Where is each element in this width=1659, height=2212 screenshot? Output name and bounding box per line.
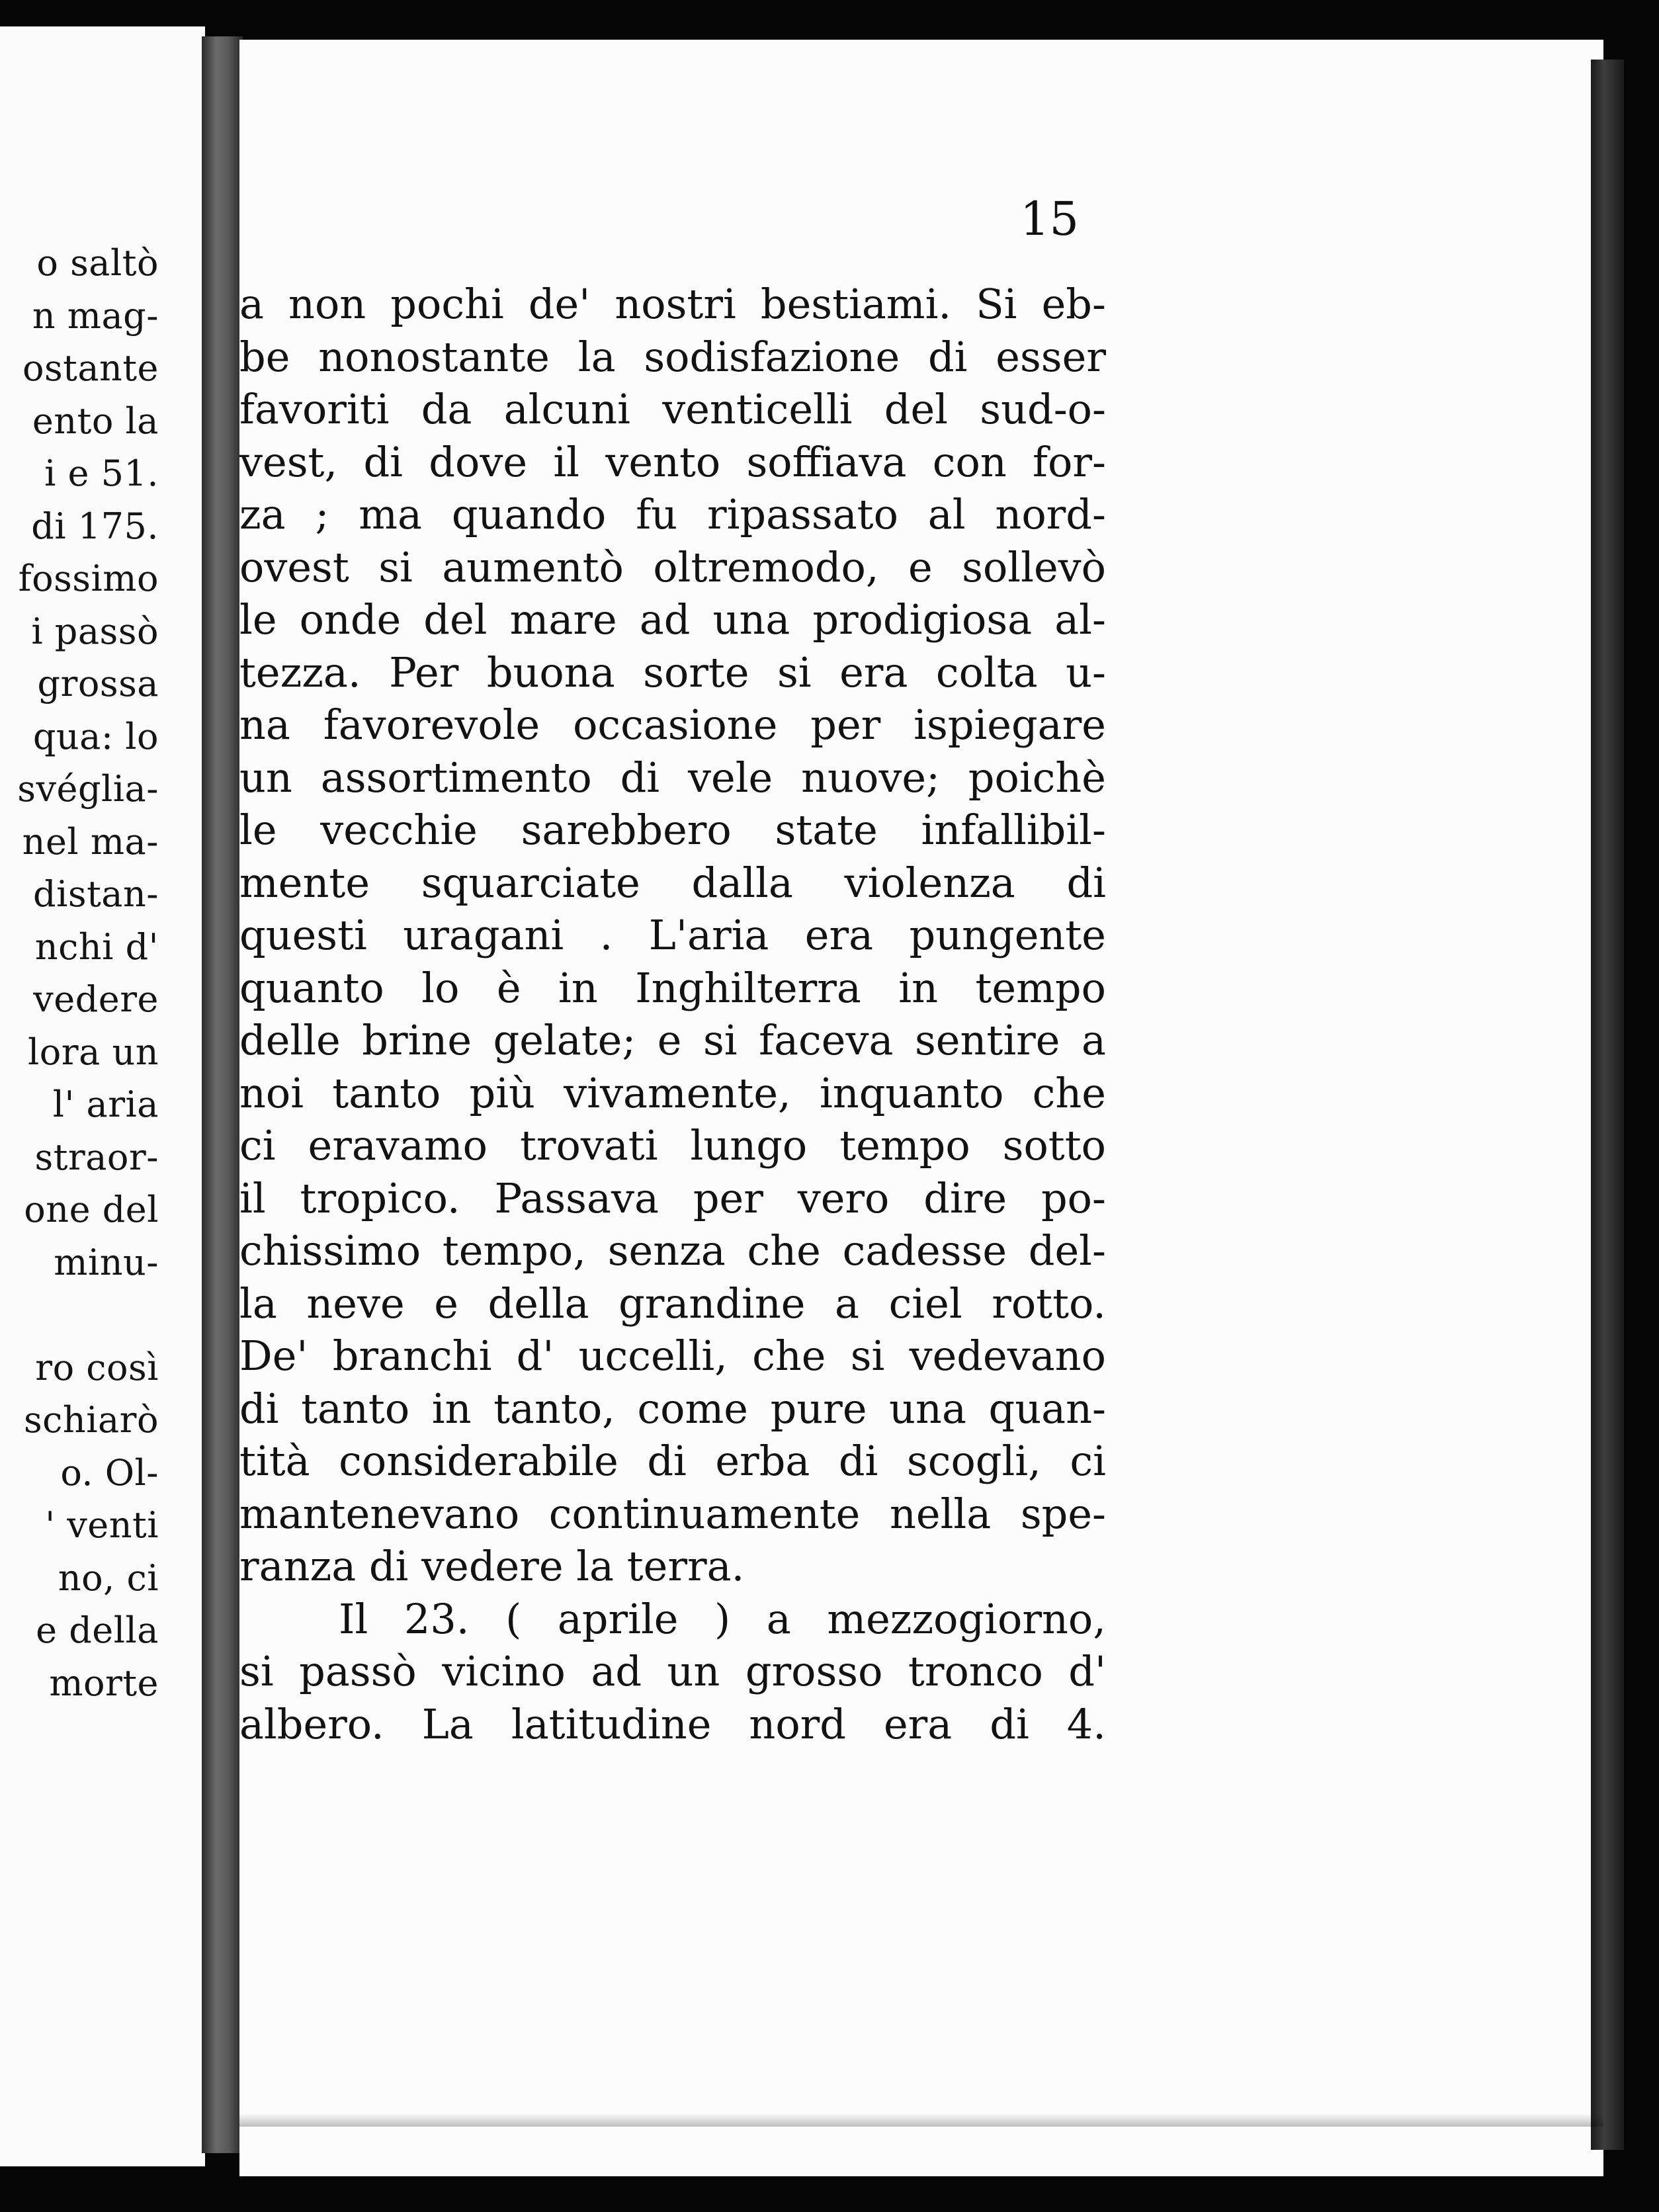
word: tanto [332, 1068, 441, 1117]
word: violenza [844, 858, 1015, 907]
word: del [423, 595, 488, 644]
word: colta [935, 648, 1038, 697]
left-text-line: e della [36, 1609, 159, 1651]
left-text-line: grossa [37, 663, 159, 704]
word: nonostante [318, 332, 550, 381]
word: di [838, 1437, 878, 1485]
word: grandine [618, 1279, 806, 1328]
text-line [239, 1435, 1106, 1488]
word: ) [714, 1594, 731, 1643]
word: della [488, 1279, 589, 1328]
word: faceva [759, 1016, 894, 1064]
word: a [766, 1594, 791, 1643]
word: una [889, 1384, 966, 1433]
left-text-line: straor- [34, 1136, 159, 1178]
page-bottom-shadow [239, 2113, 1603, 2127]
word: tanto, [493, 1384, 615, 1433]
word: Il [339, 1594, 368, 1643]
word: occasione [573, 701, 778, 749]
left-text-line: nel ma- [22, 820, 159, 863]
word: poichè [968, 753, 1106, 802]
word: u- [1066, 648, 1106, 697]
left-text-line: distan- [33, 873, 159, 915]
word: da [421, 385, 472, 433]
word: continuamente [548, 1489, 861, 1538]
word: ( [505, 1594, 522, 1643]
word: mantenevano [239, 1489, 520, 1538]
word: una [712, 595, 790, 644]
left-text-line [17, 1289, 159, 1341]
word: considerabile [339, 1437, 618, 1485]
word: di [239, 1384, 279, 1433]
left-text-line: o saltò [36, 242, 159, 284]
word: e [908, 542, 933, 591]
word: latitudine [511, 1699, 712, 1748]
word: 4. [1066, 1699, 1106, 1748]
text-line [239, 1488, 1106, 1541]
left-text-line: qua: lo [32, 715, 159, 757]
word: quando [451, 490, 607, 538]
word: assortimento [320, 753, 592, 802]
word: Inghilterra [635, 963, 861, 1012]
word: di [620, 753, 660, 802]
word: quanto [239, 963, 384, 1012]
left-text-line: ro così [35, 1346, 159, 1388]
left-text-line: di 175. [31, 505, 159, 547]
text-line [239, 436, 1106, 489]
word: albero. [239, 1699, 384, 1748]
left-text-line: vedere [33, 978, 159, 1020]
word: ovest [239, 542, 349, 591]
word: pure [770, 1384, 867, 1433]
word: passò [299, 1647, 417, 1695]
word: vecchie [320, 806, 478, 854]
left-text-line: minu- [54, 1241, 159, 1283]
word: tropico. [300, 1173, 460, 1222]
word: alcuni [503, 385, 630, 433]
word: in [431, 1384, 472, 1433]
text-line [239, 857, 1106, 910]
word: per [810, 701, 881, 749]
word: il [239, 1173, 266, 1222]
text-line [239, 699, 1106, 751]
left-text-line: lora un [27, 1031, 159, 1073]
text-line [239, 1593, 1106, 1646]
word: vento [605, 437, 721, 486]
word: cadesse [842, 1226, 1007, 1275]
word: ad [639, 595, 691, 644]
word: si [777, 648, 812, 697]
word: po- [1041, 1173, 1106, 1222]
text-line [239, 909, 1106, 962]
word: ci [239, 1121, 276, 1170]
word: 23. [404, 1594, 470, 1643]
left-text-line: fossimo [18, 558, 159, 599]
word: aprile [557, 1594, 679, 1643]
word: che [752, 1332, 826, 1380]
word: vest, [239, 437, 338, 486]
word: venticelli [662, 385, 853, 433]
word: na [239, 701, 290, 749]
word: grosso [745, 1647, 883, 1695]
word: sarebbero [521, 806, 732, 854]
word: eravamo [308, 1121, 488, 1170]
word: infallibil- [921, 806, 1106, 854]
word: a [1082, 1016, 1106, 1064]
word: lungo [690, 1121, 808, 1170]
word: di [990, 1699, 1029, 1748]
word: L'aria [648, 911, 769, 959]
word: vicino [442, 1647, 566, 1695]
word: Passava [494, 1173, 659, 1222]
word: sentire [914, 1016, 1060, 1064]
word: mezzogiorno, [827, 1594, 1106, 1643]
page-number: 15 [1020, 192, 1080, 246]
word: nostri [615, 280, 736, 328]
word: e [434, 1279, 458, 1328]
word: de' [528, 280, 591, 328]
word: pochi [390, 280, 504, 328]
word: branchi [332, 1332, 492, 1380]
text-line [239, 962, 1106, 1015]
word: . [599, 911, 613, 959]
word: con [932, 437, 1007, 486]
word: del [884, 385, 948, 433]
word: oltremodo, [653, 542, 879, 591]
word: za [239, 490, 286, 538]
word: quan- [988, 1384, 1106, 1433]
word: noi [239, 1068, 304, 1117]
word: rotto. [992, 1279, 1106, 1328]
text-line [239, 1645, 1106, 1698]
word: ci [1070, 1437, 1106, 1485]
word: onde [299, 595, 402, 644]
word: sodisfazione [644, 332, 900, 381]
word: Per [389, 648, 459, 697]
word: bestiami. [760, 280, 952, 328]
word: la [239, 1279, 277, 1328]
word: ; [315, 490, 329, 538]
word: sotto [1002, 1121, 1106, 1170]
word: tità [239, 1437, 310, 1485]
text-line [239, 488, 1106, 541]
word: un [667, 1647, 720, 1695]
left-text-line: ' venti [45, 1504, 159, 1546]
word: soffiava [746, 437, 907, 486]
word: per [693, 1173, 763, 1222]
word: più [469, 1068, 535, 1117]
word: in [558, 963, 598, 1012]
left-text-line: schiarò [23, 1399, 159, 1441]
left-text-line: morte [49, 1662, 159, 1704]
word: mente [239, 858, 370, 907]
word: eb- [1041, 280, 1106, 328]
word: tezza. [239, 648, 361, 697]
word: dove [429, 437, 528, 486]
left-text-line: i e 51. [44, 452, 159, 494]
word: squarciate [421, 858, 640, 907]
word: for- [1033, 437, 1106, 486]
word: che [747, 1226, 821, 1275]
left-page-fragment [0, 26, 205, 2166]
word: erba [715, 1437, 810, 1485]
word: sorte [643, 648, 749, 697]
word: ma [359, 490, 422, 538]
text-line [239, 1172, 1106, 1225]
word: favoriti [239, 385, 390, 433]
word: De' [239, 1332, 308, 1380]
left-text-line: ostante [22, 347, 159, 389]
left-text-line: one del [24, 1189, 159, 1230]
word: ispiegare [914, 701, 1106, 749]
left-text-line: n mag- [32, 294, 159, 337]
word: inquanto [819, 1068, 1004, 1117]
left-text-line: no, ci [58, 1556, 159, 1599]
word: d' [1068, 1647, 1106, 1695]
word: al- [1054, 595, 1106, 644]
text-line [239, 383, 1106, 436]
text-line [239, 1014, 1106, 1067]
word: tempo [975, 963, 1106, 1012]
word: questi [239, 911, 367, 959]
word: nord- [995, 490, 1106, 538]
word: vedevano [909, 1332, 1106, 1380]
text-line [239, 646, 1106, 699]
word: lo [421, 963, 460, 1012]
word: e [657, 1016, 682, 1064]
word: tanto [301, 1384, 410, 1433]
left-page-text [17, 237, 159, 1709]
left-text-line: o. Ol- [60, 1451, 159, 1494]
word: sollevò [962, 542, 1106, 591]
word: un [239, 753, 292, 802]
word: si [850, 1332, 885, 1380]
word: sud-o- [980, 385, 1106, 433]
word: pungente [909, 911, 1106, 959]
word: senza [607, 1226, 726, 1275]
word: del- [1028, 1226, 1106, 1275]
text-line [239, 541, 1106, 594]
word: be [239, 332, 290, 381]
word: d' [516, 1332, 554, 1380]
word: neve [306, 1279, 405, 1328]
word: tempo [839, 1121, 970, 1170]
word: Si [976, 280, 1017, 328]
word: prodigiosa [812, 595, 1033, 644]
word: che [1032, 1068, 1106, 1117]
word: brine [362, 1016, 472, 1064]
word: scogli, [906, 1437, 1041, 1485]
left-text-line: i passò [31, 610, 159, 652]
word: fu [636, 490, 678, 538]
right-page-edge [1591, 60, 1624, 2150]
text-line [239, 1277, 1106, 1330]
word: aumentò [442, 542, 624, 591]
word: era [883, 1699, 953, 1748]
word: in [898, 963, 939, 1012]
word: uccelli, [578, 1332, 728, 1380]
word: vivamente, [564, 1068, 791, 1117]
word: era [804, 911, 874, 959]
word: le [239, 806, 277, 854]
word: ripassato [706, 490, 898, 538]
text-line [239, 804, 1106, 857]
word: dire [923, 1173, 1007, 1222]
word: buona [486, 648, 615, 697]
right-page [239, 40, 1603, 2176]
left-text-line: nchi d' [34, 925, 159, 968]
book-gutter [202, 36, 243, 2153]
word: di [363, 437, 403, 486]
word: a [835, 1279, 860, 1328]
text-line [239, 1382, 1106, 1435]
word: di [647, 1437, 687, 1485]
text-line [239, 1067, 1106, 1120]
word: non [288, 280, 366, 328]
text-line [239, 1224, 1106, 1277]
word: di [927, 332, 968, 381]
word: tronco [908, 1647, 1043, 1695]
word: uragani [403, 911, 564, 959]
word: si [239, 1647, 274, 1695]
word: state [775, 806, 878, 854]
word: La [421, 1699, 474, 1748]
word: delle [239, 1016, 341, 1064]
text-line [239, 1330, 1106, 1382]
left-text-line: l' aria [52, 1084, 159, 1125]
word: tempo, [442, 1226, 586, 1275]
text-line [239, 1698, 1106, 1751]
word: chissimo [239, 1226, 421, 1275]
word: si [702, 1016, 738, 1064]
word: di [1066, 858, 1106, 907]
word: a [239, 280, 264, 328]
word: al [927, 490, 966, 538]
word: come [637, 1384, 748, 1433]
word: si [378, 542, 413, 591]
word: vero [797, 1173, 890, 1222]
text-line [239, 278, 1106, 331]
word: è [496, 963, 521, 1012]
word: vele [688, 753, 773, 802]
word: favorevole [323, 701, 540, 749]
text-line [239, 331, 1106, 384]
word: mare [509, 595, 617, 644]
left-text-line: ento la [32, 400, 159, 442]
word: dalla [691, 858, 793, 907]
word: era [839, 648, 908, 697]
word: gelate; [493, 1016, 636, 1064]
text-line: ranza di vedere la terra. [239, 1542, 745, 1590]
word: trovati [519, 1121, 658, 1170]
word: esser [996, 332, 1106, 381]
right-page-text [239, 278, 1106, 1750]
word: nord [749, 1699, 846, 1748]
text-line [239, 1119, 1106, 1172]
word: nella [889, 1489, 992, 1538]
text-line [239, 751, 1106, 804]
word: spe- [1020, 1489, 1106, 1538]
text-line [239, 593, 1106, 646]
word: ciel [888, 1279, 962, 1328]
word: nuove; [801, 753, 940, 802]
word: la [577, 332, 616, 381]
word: ad [591, 1647, 642, 1695]
word: il [553, 437, 579, 486]
left-text-line: svéglia- [17, 768, 159, 810]
word: le [239, 595, 277, 644]
